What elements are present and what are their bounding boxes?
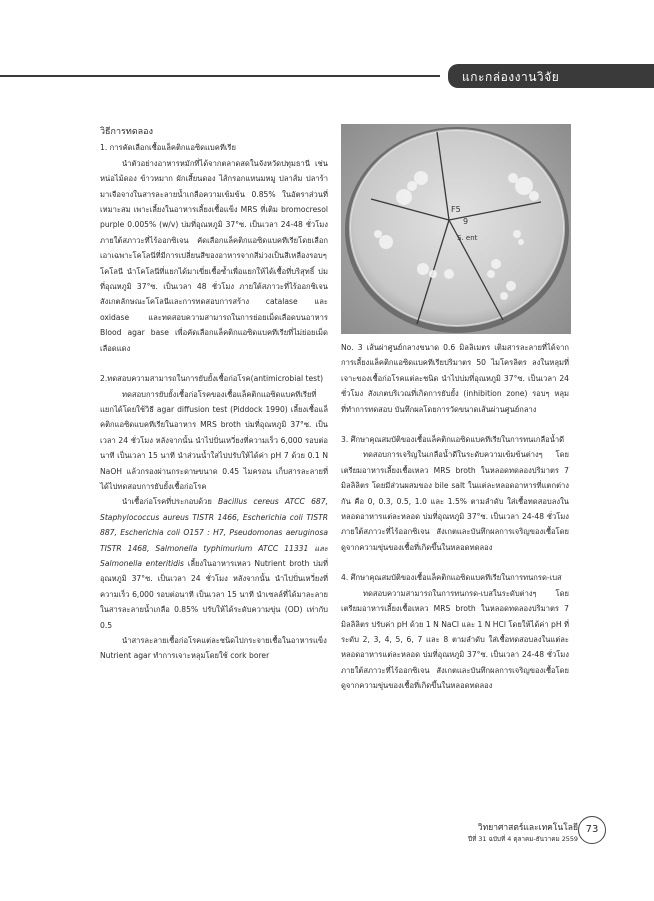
method-3-text: ทดสอบการเจริญในเกลือน้ำดีในระดับความเข้มข้นต่างๆ โดยเตรียมอาหารเลี้ยงเชื้อเหลว MRS broth ในหลอดทดลองปริมาตร 7 มิลลิลิตร โดยมีส่วนผสมของ bile salt ในแต่ละหลอดอาหารที่แตกต่างกัน คือ 0, 0.3, 0.5, 1.0 และ 1.5% ตามลำดับ ใส่เชื้อทดสอบลงในหลอดอาหารแต่ละหลอด บ่มที่อุณหภูมิ 37°ซ. เป็นเวลา 24-48 ชั่วโมง ภายใต้สภาวะที่ไร้ออกซิเจน สังเกตและบันทึกผลการเจริญของเชื้อโดยดูจากความขุ่นของเชื้อที่เกิดขึ้นในหลอดทดลอง (341, 450, 569, 552)
journal-name: วิทยาศาสตร์และเทคโนโลยี (477, 823, 578, 833)
pathogen-species: Bacillus cereus ATCC 687, Staphylococcus aureus TISTR 1466, Escherichia coli TISTR 887, Escherichia coli O157 : H7, Pseudomonas aeruginosa TISTR 1468, Salmonella typhimurium ATCC 11331 และ Salmonella enteritidis (100, 497, 328, 568)
section-label: แกะกล่องงานวิจัย (462, 70, 560, 84)
method-2-heading: 2.ทดสอบความสามารถในการยับยั้งเชื้อก่อโรค(antimicrobial test) (100, 374, 324, 384)
pathogens-procedure: เลี้ยงในอาหารเหลว Nutrient broth บ่มที่อุณหภูมิ 37°ซ. เป็นเวลา 24 ชั่วโมง หลังจากนั้น นำไปปั่นเหวี่ยงที่ความเร็ว 6,000 รอบต่อนาที เป็นเวลา 15 นาที นำเซลล์ที่ได้มาละลายในสารละลายน้ำเกลือ 0.85% ปรับให้ได้ระดับความขุ่น (OD) เท่ากับ 0.5 (100, 558, 328, 630)
section-title: วิธีการทดลอง (100, 127, 153, 137)
left-column (100, 125, 328, 664)
petri-dish-photo (341, 124, 571, 334)
plate-label-1: F5 (451, 205, 461, 214)
method-1-text: นำตัวอย่างอาหารหมักที่ได้จากตลาดสดในจังหวัดปทุมธานี เช่น หน่อไม้ดอง ข้าวหมาก ผักเสี้ยนดอง ไส้กรอกแหนมหมู ปลาส้ม ปลาร้า มาเจือจางในสารละลายน้ำเกลือความเข้มข้น 0.85% ในอัตราส่วนที่เหมาะสม เพาะเลี้ยงในอาหารเลี้ยงเชื้อแข็ง MRS ที่เติม bromocresol purple 0.005% (w/v) บ่มที่อุณหภูมิ 37°ซ. เป็นเวลา 24-48 ชั่วโมงภายใต้สภาวะที่ไร้ออกซิเจน คัดเลือกแล็คติกแอซิดแบคทีเรียโดยเลือกเอาเฉพาะโคโลนีที่มีการเปลี่ยนสีของอาหารจากสีม่วงเป็นสีเหลืองรอบๆ โคโลนี นำโคโลนีที่แยกได้มาเขี่ยเชื้อซ้ำเพื่อแยกให้ได้เชื้อที่บริสุทธิ์ บ่มที่อุณหภูมิ 37°ซ. เป็นเวลา 48 ชั่วโมง ภายใต้สภาวะที่ไร้ออกซิเจน สังเกตลักษณะโคโลนีและการทดสอบการสร้าง catalase และ oxidase และทดสอบความสามารถในการย่อยเม็ดเลือดบนอาหาร Blood agar base เพื่อคัดเลือกแล็คติกแอซิดแบคทีเรียที่ไม่ย่อยเม็ดเลือดแดง (100, 158, 328, 353)
journal-issue: ปีที่ 31 ฉบับที่ 4 ตุลาคม-ธันวาคม 2559 (468, 835, 578, 843)
photo-caption-text: No. 3 เส้นผ่าศูนย์กลางขนาด 0.6 มิลลิเมตร เติมสารละลายที่ได้จากการเลี้ยงแล็คติกแอซิดแบคทีเรียปริมาตร 50 ไมโครลิตร ลงในหลุมที่เจาะของเชื้อก่อโรคแต่ละชนิด นำไปบ่มที่อุณหภูมิ 37°ซ. เป็นเวลา 24 ชั่วโมง สังเกตบริเวณที่เกิดการยับยั้ง (inhibition zone) รอบๆ หลุมที่ทำการทดสอบ บันทึกผลโดยการวัดขนาดเส้นผ่านศูนย์กลาง (341, 343, 569, 414)
method-4-text: ทดสอบความสามารถในการทนกรด-เบสในระดับต่างๆ โดยเตรียมอาหารเลี้ยงเชื้อเหลว MRS broth ในหลอดทดลองปริมาตร 7 มิลลิลิตร ปรับค่า pH ด้วย 1 N NaCl และ 1 N HCl โดยให้ได้ค่า pH ที่ระดับ 2, 3, 4, 5, 6, 7 และ 8 ตามลำดับ ใส่เชื้อทดสอบลงในแต่ละหลอดอาหารแต่ละหลอด บ่มที่อุณหภูมิ 37°ซ. เป็นเวลา 24-48 ชั่วโมง ภายใต้สภาวะที่ไร้ออกซิเจน สังเกตและบันทึกผลการเจริญของเชื้อโดยดูจากความขุ่นของเชื้อที่เกิดขึ้นในหลอดทดลอง (341, 588, 569, 691)
petri-dish-image (341, 124, 571, 334)
pathogens-intro: นำเชื้อก่อโรคที่ประกอบด้วย (122, 497, 212, 507)
method-2-text: ทดสอบการยับยั้งเชื้อก่อโรคของเชื้อแล็คติกแอซิดแบคทีเรียที่แยกได้โดยใช้วิธี agar diffusion test (Piddock 1990) เลี้ยงเชื้อแล็คติกแอซิดแบคทีเรียในอาหาร MRS broth บ่มที่อุณหภูมิ 37°ซ. เป็นเวลา 24 ชั่วโมง หลังจากนั้น นำไปปั่นเหวี่ยงที่ความเร็ว 6,000 รอบต่อนาที เป็นเวลา 15 นาที นำส่วนน้ำใสไปปรับให้ได้ค่า pH 7 ด้วย 0.1 N NaOH แล้วกรองผ่านกระดาษขนาด 0.45 ไมครอน เก็บสารละลายที่ได้ไปทดสอบการยับยั้งเชื้อก่อโรค (100, 389, 328, 491)
page-number: 73 (578, 816, 606, 844)
header-rule (0, 75, 440, 77)
method-4-heading: 4. ศึกษาคุณสมบัติของเชื้อแล็คติกแอซิดแบคทีเรียในการทนกรด-เบส (341, 573, 562, 583)
method-1-heading: 1. การคัดเลือกเชื้อแล็คติกแอซิดแบคทีเรีย (100, 143, 236, 153)
plate-label-3: S. ent (457, 234, 478, 242)
method-3-heading: 3. ศึกษาคุณสมบัติของเชื้อแล็คติกแอซิดแบคทีเรียในการทนเกลือน้ำดี (341, 435, 565, 445)
method-2-pathogens (100, 494, 328, 633)
section-header (0, 64, 654, 88)
right-column (341, 340, 569, 694)
method-2-plating: นำสารละลายเชื้อก่อโรคแต่ละชนิดไปกระจายเชื้อในอาหารแข็ง Nutrient agar ทำการเจาะหลุมโดยใช้ cork borer (100, 636, 327, 661)
plate-label-2: 9 (463, 217, 469, 226)
